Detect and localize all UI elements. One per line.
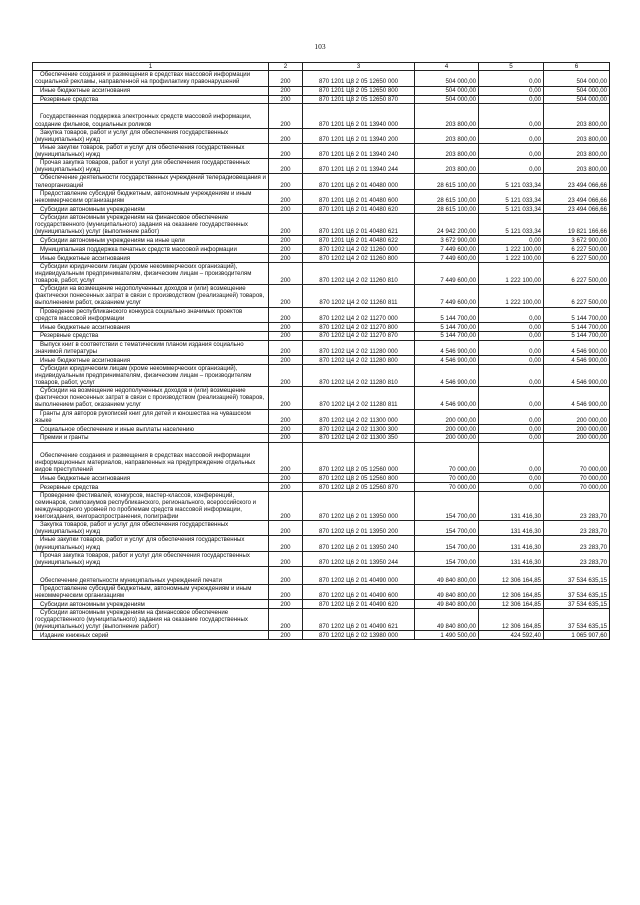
row-name-cell: Субсидии на возмещение недополученных доходов и (или) возмещение фактически понесенных затрат в связи с производством (реализацией) товаров, выполнением работ, оказанием услуг: [33, 387, 269, 409]
row-code-cell: 200: [269, 521, 303, 536]
table-row: [33, 442, 610, 473]
column-header-4: 4: [415, 63, 479, 71]
row-amount-col4-cell: 49 840 800,00: [415, 600, 479, 609]
row-code-cell: 200: [269, 143, 303, 158]
row-amount-col6-cell: 23 494 066,66: [544, 174, 610, 189]
row-code-cell: 200: [269, 285, 303, 307]
row-amount-col6-cell: 203 800,00: [544, 143, 610, 158]
row-amount-col6-cell: 200 000,00: [544, 424, 610, 433]
table-row: [33, 204, 610, 213]
row-amount-col4-cell: 154 700,00: [415, 536, 479, 551]
row-amount-col4-cell: 200 000,00: [415, 424, 479, 433]
row-amount-col5-cell: 0,00: [479, 307, 544, 322]
row-name-cell: Субсидии автономным учреждениям на иные цели: [33, 236, 269, 245]
table-row: [33, 307, 610, 322]
row-name-cell: Муниципальная поддержка печатных средств массовой информации: [33, 245, 269, 254]
row-amount-col5-cell: 0,00: [479, 340, 544, 355]
row-classification-cell: 870 1201 Ц6 2 01 13940 200: [303, 128, 415, 143]
row-amount-col5-cell: 12 306 164,85: [479, 600, 544, 609]
row-amount-col5-cell: 1 222 100,00: [479, 285, 544, 307]
row-amount-col5-cell: 1 222 100,00: [479, 262, 544, 284]
row-amount-col4-cell: 203 800,00: [415, 128, 479, 143]
row-amount-col6-cell: 70 000,00: [544, 482, 610, 491]
row-name-cell: Иные закупки товаров, работ и услуг для обеспечения государственных (муниципальных) нужд: [33, 536, 269, 551]
row-amount-col5-cell: 0,00: [479, 104, 544, 128]
row-amount-col6-cell: 70 000,00: [544, 442, 610, 473]
row-code-cell: 200: [269, 331, 303, 340]
row-name-cell: Иные бюджетные ассигнования: [33, 473, 269, 482]
row-amount-col4-cell: 154 700,00: [415, 491, 479, 521]
row-amount-col4-cell: 70 000,00: [415, 442, 479, 473]
row-name-cell: Иные бюджетные ассигнования: [33, 322, 269, 331]
row-name-cell: Субсидии автономным учреждениям: [33, 204, 269, 213]
row-amount-col4-cell: 3 672 900,00: [415, 236, 479, 245]
table-row: [33, 213, 610, 235]
row-name-cell: Иные бюджетные ассигнования: [33, 253, 269, 262]
row-amount-col4-cell: 200 000,00: [415, 433, 479, 442]
row-amount-col6-cell: 19 821 166,66: [544, 213, 610, 235]
row-classification-cell: 870 1202 Ц8 2 05 12560 870: [303, 482, 415, 491]
row-amount-col4-cell: 4 546 900,00: [415, 355, 479, 364]
row-amount-col6-cell: 6 227 500,00: [544, 245, 610, 254]
row-amount-col4-cell: 1 490 500,00: [415, 631, 479, 640]
row-code-cell: 200: [269, 409, 303, 424]
row-classification-cell: 870 1201 Ц6 2 01 40480 621: [303, 213, 415, 235]
row-amount-col6-cell: 5 144 700,00: [544, 307, 610, 322]
row-classification-cell: 870 1202 Ц4 2 02 11300 300: [303, 424, 415, 433]
row-code-cell: 200: [269, 387, 303, 409]
table-row: [33, 95, 610, 104]
row-name-cell: Обеспечение создания и размещения в средствах массовой информации социальной рекламы, направленной на профилактику правонарушений: [33, 71, 269, 86]
row-amount-col5-cell: 0,00: [479, 86, 544, 95]
row-amount-col6-cell: 4 546 900,00: [544, 387, 610, 409]
row-classification-cell: 870 1202 Ц8 2 05 12560 000: [303, 442, 415, 473]
row-amount-col6-cell: 6 227 500,00: [544, 253, 610, 262]
row-amount-col5-cell: 12 306 164,85: [479, 566, 544, 584]
row-name-cell: Выпуск книг в соответствии с тематическим планом издания социально значимой литературы: [33, 340, 269, 355]
row-amount-col6-cell: 4 546 900,00: [544, 364, 610, 386]
page-number: 103: [314, 42, 326, 51]
row-amount-col5-cell: 0,00: [479, 387, 544, 409]
row-code-cell: 200: [269, 86, 303, 95]
row-classification-cell: 870 1202 Ц6 2 01 40490 620: [303, 600, 415, 609]
table-row: [33, 174, 610, 189]
row-classification-cell: 870 1202 Ц4 2 02 11300 000: [303, 409, 415, 424]
table-row: [33, 536, 610, 551]
row-amount-col4-cell: 504 000,00: [415, 71, 479, 86]
row-amount-col6-cell: 1 065 907,60: [544, 631, 610, 640]
row-amount-col6-cell: 504 000,00: [544, 86, 610, 95]
column-header-1: 1: [33, 63, 269, 71]
row-classification-cell: 870 1202 Ц6 2 01 40490 600: [303, 584, 415, 599]
row-amount-col4-cell: 4 546 900,00: [415, 387, 479, 409]
row-amount-col5-cell: 131 416,30: [479, 536, 544, 551]
row-amount-col6-cell: 203 800,00: [544, 128, 610, 143]
table-row: [33, 551, 610, 566]
row-classification-cell: 870 1201 Ц6 2 01 40480 600: [303, 189, 415, 204]
row-code-cell: 200: [269, 482, 303, 491]
row-amount-col4-cell: 5 144 700,00: [415, 331, 479, 340]
row-classification-cell: 870 1202 Ц4 2 02 11280 810: [303, 364, 415, 386]
table-row: [33, 245, 610, 254]
row-amount-col4-cell: 203 800,00: [415, 143, 479, 158]
row-amount-col6-cell: 504 000,00: [544, 71, 610, 86]
row-code-cell: 200: [269, 128, 303, 143]
row-code-cell: 200: [269, 307, 303, 322]
table-row: [33, 262, 610, 284]
row-amount-col4-cell: 7 449 600,00: [415, 285, 479, 307]
row-amount-col5-cell: 0,00: [479, 409, 544, 424]
row-amount-col5-cell: 131 416,30: [479, 551, 544, 566]
row-amount-col4-cell: 70 000,00: [415, 482, 479, 491]
row-name-cell: Резервные средства: [33, 95, 269, 104]
row-name-cell: Обеспечение деятельности государственных учреждений телерадиовещания и телеорганизаций: [33, 174, 269, 189]
row-code-cell: 200: [269, 159, 303, 174]
row-classification-cell: 870 1202 Ц4 2 02 11260 000: [303, 245, 415, 254]
row-classification-cell: 870 1202 Ц4 2 02 11280 811: [303, 387, 415, 409]
row-code-cell: 200: [269, 322, 303, 331]
row-amount-col6-cell: 203 800,00: [544, 104, 610, 128]
table-row: [33, 409, 610, 424]
row-code-cell: 200: [269, 340, 303, 355]
row-name-cell: Предоставление субсидий бюджетным, автономным учреждениям и иным некоммерческим организациям: [33, 189, 269, 204]
row-classification-cell: 870 1202 Ц6 2 01 13950 244: [303, 551, 415, 566]
table-row: [33, 189, 610, 204]
row-name-cell: Иные бюджетные ассигнования: [33, 86, 269, 95]
row-code-cell: 200: [269, 433, 303, 442]
row-classification-cell: 870 1201 Ц6 2 01 40480 622: [303, 236, 415, 245]
row-name-cell: Предоставление субсидий бюджетным, автономным учреждениям и иным некоммерческим организациям: [33, 584, 269, 599]
row-code-cell: 200: [269, 566, 303, 584]
row-amount-col6-cell: 37 534 635,15: [544, 584, 610, 599]
row-amount-col4-cell: 5 144 700,00: [415, 307, 479, 322]
row-amount-col6-cell: 4 546 900,00: [544, 355, 610, 364]
row-amount-col6-cell: 3 672 900,00: [544, 236, 610, 245]
table-row: [33, 322, 610, 331]
row-amount-col5-cell: 0,00: [479, 424, 544, 433]
table-row: [33, 253, 610, 262]
column-header-6: 6: [544, 63, 610, 71]
row-amount-col5-cell: 0,00: [479, 128, 544, 143]
row-amount-col5-cell: 0,00: [479, 71, 544, 86]
row-code-cell: 200: [269, 104, 303, 128]
table-row: [33, 631, 610, 640]
row-name-cell: Субсидии автономным учреждениям на финансовое обеспечение государственного (муниципального) задания на оказание государственных (муниципальных) услуг (выполнение работ): [33, 608, 269, 630]
row-classification-cell: 870 1202 Ц4 2 02 11280 000: [303, 340, 415, 355]
row-amount-col4-cell: 7 449 600,00: [415, 245, 479, 254]
row-classification-cell: 870 1201 Ц6 2 01 40480 000: [303, 174, 415, 189]
row-code-cell: 200: [269, 71, 303, 86]
row-code-cell: 200: [269, 174, 303, 189]
row-amount-col5-cell: 0,00: [479, 364, 544, 386]
row-amount-col6-cell: 23 494 066,66: [544, 189, 610, 204]
row-amount-col6-cell: 203 800,00: [544, 159, 610, 174]
row-name-cell: Проведение фестивалей, конкурсов, мастер-классов, конференций, семинаров, симпозиумов республиканского, регионального, всероссийского и международного уровней по проблемам средств массовой информации, книгоиздания, книгораспространения, полиграфии: [33, 491, 269, 521]
row-classification-cell: 870 1201 Ц8 2 05 12650 000: [303, 71, 415, 86]
row-amount-col5-cell: 5 121 033,34: [479, 213, 544, 235]
row-code-cell: 200: [269, 631, 303, 640]
table-row: [33, 482, 610, 491]
table-body: [33, 71, 610, 640]
row-name-cell: Закупка товаров, работ и услуг для обеспечения государственных (муниципальных) нужд: [33, 128, 269, 143]
row-code-cell: 200: [269, 355, 303, 364]
row-classification-cell: 870 1202 Ц4 2 02 11270 800: [303, 322, 415, 331]
row-name-cell: Обеспечение создания и размещения в средствах массовой информации информационных материалов, направленных на предупреждение отдельных видов преступлений: [33, 442, 269, 473]
row-classification-cell: 870 1201 Ц8 2 05 12650 870: [303, 95, 415, 104]
row-code-cell: 200: [269, 551, 303, 566]
row-amount-col6-cell: 6 227 500,00: [544, 285, 610, 307]
column-header-2: 2: [269, 63, 303, 71]
row-name-cell: Гранты для авторов рукописей книг для детей и юношества на чувашском языке: [33, 409, 269, 424]
table-row: [33, 566, 610, 584]
row-name-cell: Иные закупки товаров, работ и услуг для обеспечения государственных (муниципальных) нужд: [33, 143, 269, 158]
row-amount-col4-cell: 154 700,00: [415, 551, 479, 566]
table-row: [33, 424, 610, 433]
row-amount-col5-cell: 0,00: [479, 322, 544, 331]
row-name-cell: Обеспечение деятельности муниципальных учреждений печати: [33, 566, 269, 584]
row-name-cell: Иные бюджетные ассигнования: [33, 355, 269, 364]
row-name-cell: Резервные средства: [33, 482, 269, 491]
row-name-cell: Проведение республиканского конкурса социально значимых проектов средств массовой информации: [33, 307, 269, 322]
row-amount-col6-cell: 23 283,70: [544, 491, 610, 521]
row-amount-col4-cell: 154 700,00: [415, 521, 479, 536]
row-amount-col6-cell: 23 283,70: [544, 536, 610, 551]
table-row: [33, 433, 610, 442]
row-amount-col5-cell: 131 416,30: [479, 521, 544, 536]
row-classification-cell: 870 1202 Ц6 2 01 40490 621: [303, 608, 415, 630]
row-classification-cell: 870 1202 Ц6 2 01 13950 000: [303, 491, 415, 521]
row-amount-col4-cell: 504 000,00: [415, 95, 479, 104]
table-row: [33, 608, 610, 630]
table-row: [33, 159, 610, 174]
row-classification-cell: 870 1202 Ц4 2 02 11270 870: [303, 331, 415, 340]
row-amount-col6-cell: 37 534 635,15: [544, 566, 610, 584]
row-amount-col5-cell: 12 306 164,85: [479, 584, 544, 599]
row-amount-col6-cell: 5 144 700,00: [544, 331, 610, 340]
column-header-3: 3: [303, 63, 415, 71]
row-amount-col4-cell: 49 840 800,00: [415, 608, 479, 630]
column-header-5: 5: [479, 63, 544, 71]
row-amount-col6-cell: 4 546 900,00: [544, 340, 610, 355]
row-amount-col4-cell: 7 449 600,00: [415, 262, 479, 284]
row-code-cell: 200: [269, 608, 303, 630]
row-amount-col4-cell: 504 000,00: [415, 86, 479, 95]
table-row: [33, 600, 610, 609]
row-amount-col6-cell: 37 534 635,15: [544, 608, 610, 630]
row-amount-col5-cell: 5 121 033,34: [479, 174, 544, 189]
row-code-cell: 200: [269, 424, 303, 433]
row-amount-col5-cell: 424 592,40: [479, 631, 544, 640]
row-classification-cell: 870 1201 Ц6 2 01 40480 620: [303, 204, 415, 213]
row-name-cell: Прочая закупка товаров, работ и услуг для обеспечения государственных (муниципальных) нужд: [33, 551, 269, 566]
table-row: [33, 387, 610, 409]
row-amount-col5-cell: 12 306 164,85: [479, 608, 544, 630]
row-code-cell: 200: [269, 236, 303, 245]
row-name-cell: Субсидии автономным учреждениям: [33, 600, 269, 609]
budget-table: [32, 62, 610, 640]
row-amount-col6-cell: 504 000,00: [544, 95, 610, 104]
row-amount-col5-cell: 1 222 100,00: [479, 245, 544, 254]
row-amount-col4-cell: 70 000,00: [415, 473, 479, 482]
table-row: [33, 143, 610, 158]
table-row: [33, 236, 610, 245]
row-classification-cell: 870 1202 Ц6 2 01 13950 240: [303, 536, 415, 551]
header-row: [33, 63, 610, 71]
row-amount-col6-cell: 200 000,00: [544, 409, 610, 424]
table-row: [33, 340, 610, 355]
row-amount-col4-cell: 203 800,00: [415, 159, 479, 174]
row-amount-col6-cell: 23 494 066,66: [544, 204, 610, 213]
row-classification-cell: 870 1202 Ц6 2 02 13980 000: [303, 631, 415, 640]
row-amount-col5-cell: 0,00: [479, 331, 544, 340]
row-code-cell: 200: [269, 600, 303, 609]
row-classification-cell: 870 1201 Ц6 2 01 13940 240: [303, 143, 415, 158]
row-amount-col4-cell: 4 546 900,00: [415, 340, 479, 355]
table-row: [33, 491, 610, 521]
row-classification-cell: 870 1201 Ц6 2 01 13940 000: [303, 104, 415, 128]
row-amount-col6-cell: 70 000,00: [544, 473, 610, 482]
row-name-cell: Премии и гранты: [33, 433, 269, 442]
row-classification-cell: 870 1202 Ц4 2 02 11300 350: [303, 433, 415, 442]
row-code-cell: 200: [269, 364, 303, 386]
row-name-cell: Государственная поддержка электронных средств массовой информации, создание фильмов, социальных роликов: [33, 104, 269, 128]
row-code-cell: 200: [269, 262, 303, 284]
table-row: [33, 86, 610, 95]
row-code-cell: 200: [269, 536, 303, 551]
row-amount-col5-cell: 0,00: [479, 442, 544, 473]
row-classification-cell: 870 1202 Ц6 2 01 40490 000: [303, 566, 415, 584]
row-amount-col5-cell: 131 416,30: [479, 491, 544, 521]
row-code-cell: 200: [269, 189, 303, 204]
row-amount-col4-cell: 4 546 900,00: [415, 364, 479, 386]
row-amount-col5-cell: 0,00: [479, 143, 544, 158]
row-amount-col5-cell: 0,00: [479, 473, 544, 482]
table-row: [33, 521, 610, 536]
row-amount-col4-cell: 49 840 800,00: [415, 566, 479, 584]
row-classification-cell: 870 1202 Ц4 2 02 11280 800: [303, 355, 415, 364]
row-amount-col6-cell: 23 283,70: [544, 521, 610, 536]
row-name-cell: Прочая закупка товаров, работ и услуг для обеспечения государственных (муниципальных) нужд: [33, 159, 269, 174]
row-name-cell: Субсидии автономным учреждениям на финансовое обеспечение государственного (муниципального) задания на оказание государственных (муниципальных) услуг (выполнение работ): [33, 213, 269, 235]
table-row: [33, 364, 610, 386]
table-row: [33, 71, 610, 86]
row-name-cell: Субсидии юридическим лицам (кроме некоммерческих организаций), индивидуальным предпринимателям, физическим лицам – производителям товаров, работ, услуг: [33, 262, 269, 284]
row-classification-cell: 870 1202 Ц4 2 02 11260 800: [303, 253, 415, 262]
row-amount-col5-cell: 5 121 033,34: [479, 189, 544, 204]
row-code-cell: 200: [269, 95, 303, 104]
row-name-cell: Издание книжных серий: [33, 631, 269, 640]
row-name-cell: Субсидии на возмещение недополученных доходов и (или) возмещение фактически понесенных затрат в связи с производством (реализацией) товаров, выполнением работ, оказанием услуг: [33, 285, 269, 307]
row-amount-col4-cell: 49 840 800,00: [415, 584, 479, 599]
row-amount-col5-cell: 0,00: [479, 236, 544, 245]
row-classification-cell: 870 1202 Ц6 2 01 13950 200: [303, 521, 415, 536]
row-amount-col4-cell: 28 615 100,00: [415, 174, 479, 189]
row-amount-col5-cell: 1 222 100,00: [479, 253, 544, 262]
row-amount-col4-cell: 200 000,00: [415, 409, 479, 424]
row-code-cell: 200: [269, 584, 303, 599]
row-name-cell: Социальное обеспечение и иные выплаты населению: [33, 424, 269, 433]
row-code-cell: 200: [269, 491, 303, 521]
table-row: [33, 473, 610, 482]
row-amount-col4-cell: 5 144 700,00: [415, 322, 479, 331]
row-amount-col4-cell: 28 615 100,00: [415, 189, 479, 204]
row-classification-cell: 870 1202 Ц4 2 02 11270 000: [303, 307, 415, 322]
row-amount-col6-cell: 37 534 635,15: [544, 600, 610, 609]
row-amount-col6-cell: 6 227 500,00: [544, 262, 610, 284]
row-classification-cell: 870 1202 Ц8 2 05 12560 800: [303, 473, 415, 482]
table-row: [33, 285, 610, 307]
row-name-cell: Закупка товаров, работ и услуг для обеспечения государственных (муниципальных) нужд: [33, 521, 269, 536]
row-name-cell: Резервные средства: [33, 331, 269, 340]
table-row: [33, 584, 610, 599]
row-amount-col6-cell: 200 000,00: [544, 433, 610, 442]
row-code-cell: 200: [269, 204, 303, 213]
table-row: [33, 128, 610, 143]
row-amount-col4-cell: 24 942 200,00: [415, 213, 479, 235]
row-classification-cell: 870 1202 Ц4 2 02 11260 811: [303, 285, 415, 307]
table-row: [33, 355, 610, 364]
row-amount-col5-cell: 0,00: [479, 95, 544, 104]
row-classification-cell: 870 1202 Ц4 2 02 11260 810: [303, 262, 415, 284]
row-code-cell: 200: [269, 473, 303, 482]
row-code-cell: 200: [269, 442, 303, 473]
table-header: [33, 63, 610, 71]
row-amount-col5-cell: 0,00: [479, 159, 544, 174]
row-code-cell: 200: [269, 253, 303, 262]
row-code-cell: 200: [269, 245, 303, 254]
table-row: [33, 104, 610, 128]
row-code-cell: 200: [269, 213, 303, 235]
table-row: [33, 331, 610, 340]
row-classification-cell: 870 1201 Ц8 2 05 12650 800: [303, 86, 415, 95]
row-amount-col4-cell: 7 449 600,00: [415, 253, 479, 262]
row-classification-cell: 870 1201 Ц6 2 01 13940 244: [303, 159, 415, 174]
row-amount-col4-cell: 203 800,00: [415, 104, 479, 128]
row-amount-col5-cell: 5 121 033,34: [479, 204, 544, 213]
row-amount-col5-cell: 0,00: [479, 355, 544, 364]
row-amount-col5-cell: 0,00: [479, 433, 544, 442]
row-amount-col4-cell: 28 615 100,00: [415, 204, 479, 213]
row-amount-col5-cell: 0,00: [479, 482, 544, 491]
row-name-cell: Субсидии юридическим лицам (кроме некоммерческих организаций), индивидуальным предпринимателям, физическим лицам – производителям товаров, работ, услуг: [33, 364, 269, 386]
row-amount-col6-cell: 23 283,70: [544, 551, 610, 566]
row-amount-col6-cell: 5 144 700,00: [544, 322, 610, 331]
